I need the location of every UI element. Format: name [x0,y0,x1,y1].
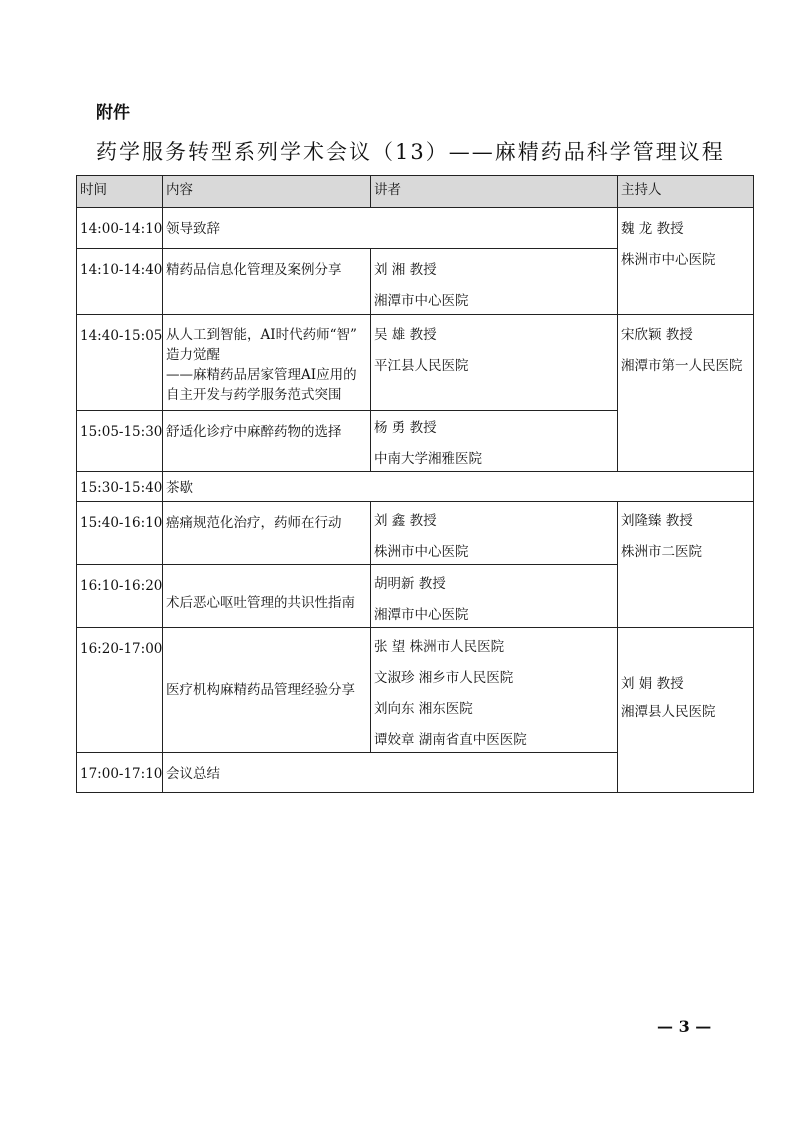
header-time: 时间 [77,176,163,208]
content-cell: 癌痛规范化治疗，药师在行动 [163,502,371,565]
content-cell: 领导致辞 [163,208,618,249]
attachment-label: 附件 [96,103,130,123]
time-cell: 14:40-15:05 [77,315,163,411]
time-cell: 15:05-15:30 [77,411,163,472]
time-cell: 15:30-15:40 [77,472,163,502]
content-cell: 医疗机构麻精药品管理经验分享 [163,628,371,753]
content-cell: 会议总结 [163,753,618,793]
header-speaker: 讲者 [371,176,618,208]
table-row [77,208,754,249]
header-content: 内容 [163,176,371,208]
table-header-row [77,176,754,208]
host-cell: 魏 龙 教授 株洲市中心医院 [618,208,754,315]
time-cell: 17:00-17:10 [77,753,163,793]
speaker-cell: 吴 雄 教授 平江县人民医院 [371,315,618,411]
speaker-cell: 刘 湘 教授 湘潭市中心医院 [371,249,618,315]
time-cell: 16:20-17:00 [77,628,163,753]
content-cell: 从人工到智能，AI时代药师“智” 造力觉醒 ——麻精药品居家管理AI应用的 自主开发与药学服务范式突围 [163,315,371,411]
speaker-cell: 胡明新 教授 湘潭市中心医院 [371,565,618,628]
content-cell: 舒适化诊疗中麻醉药物的选择 [163,411,371,472]
content-cell: 精药品信息化管理及案例分享 [163,249,371,315]
speaker-cell: 张 望 株洲市人民医院 文淑珍 湘乡市人民医院 刘向东 湘东医院 谭姣章 湖南省直中医医院 [371,628,618,753]
table-row [77,315,754,411]
table-row [77,502,754,565]
host-cell: 刘 娟 教授 湘潭县人民医院 [618,628,754,793]
page-title: 药学服务转型系列学术会议（13）——麻精药品科学管理议程 [96,140,725,164]
host-cell: 刘隆臻 教授 株洲市二医院 [618,502,754,628]
time-cell: 14:00-14:10 [77,208,163,249]
table-row [77,628,754,753]
table-row [77,472,754,502]
agenda-table [76,175,754,793]
content-cell: 术后恶心呕吐管理的共识性指南 [163,565,371,628]
time-cell: 15:40-16:10 [77,502,163,565]
header-host: 主持人 [618,176,754,208]
speaker-cell: 刘 鑫 教授 株洲市中心医院 [371,502,618,565]
time-cell: 14:10-14:40 [77,249,163,315]
speaker-cell: 杨 勇 教授 中南大学湘雅医院 [371,411,618,472]
content-cell: 茶歇 [163,472,754,502]
time-cell: 16:10-16:20 [77,565,163,628]
host-cell: 宋欣颖 教授 湘潭市第一人民医院 [618,315,754,472]
page-number: — 3 — [657,1017,712,1036]
